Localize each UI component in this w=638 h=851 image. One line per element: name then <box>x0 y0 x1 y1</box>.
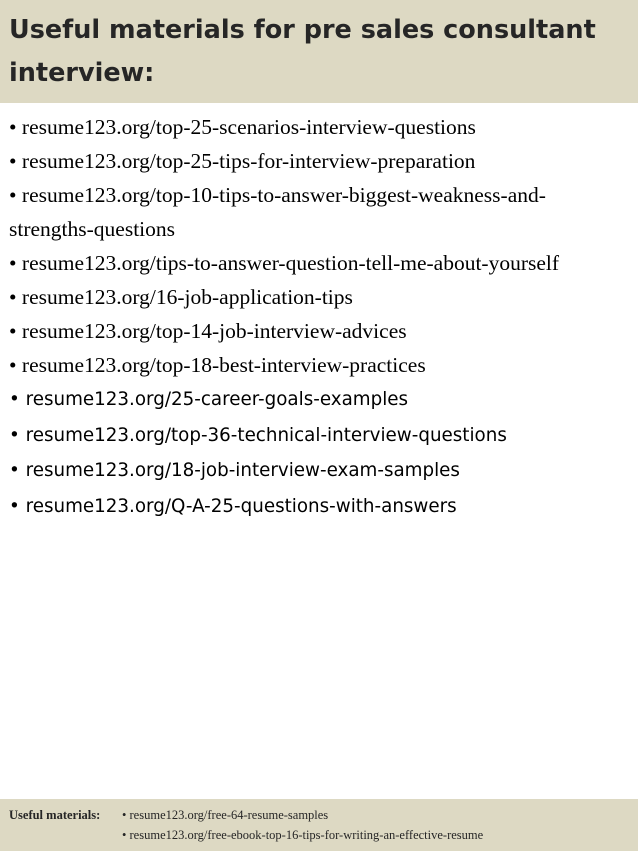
bullet-glyph: • <box>9 183 17 207</box>
bullet-glyph: • <box>9 115 17 139</box>
resource-link[interactable]: resume123.org/18-job-interview-exam-samples <box>25 460 460 481</box>
resource-link[interactable]: resume123.org/top-25-tips-for-interview-preparation <box>21 149 476 173</box>
page-title: Useful materials for pre sales consultant interview: <box>9 15 596 88</box>
list-item <box>9 489 629 525</box>
link-list <box>9 110 629 524</box>
list-item <box>9 110 629 144</box>
bullet-glyph: • <box>9 285 17 309</box>
bullet-glyph: • <box>9 424 20 446</box>
footer-link-list <box>122 805 483 845</box>
resource-link[interactable]: resume123.org/top-25-scenarios-interview-questions <box>21 115 476 139</box>
footer-link[interactable]: resume123.org/free-ebook-top-16-tips-for-writing-an-effective-resume <box>129 828 484 842</box>
bullet-glyph: • <box>122 808 127 822</box>
bullet-glyph: • <box>9 149 17 173</box>
list-item <box>9 382 629 418</box>
footer-list-item <box>122 805 483 825</box>
bullet-glyph: • <box>9 319 17 343</box>
resource-link[interactable]: resume123.org/tips-to-answer-question-tell-me-about-yourself <box>21 251 560 275</box>
footer-link[interactable]: resume123.org/free-64-resume-samples <box>129 808 329 822</box>
title-banner <box>0 0 638 103</box>
resource-link[interactable]: resume123.org/25-career-goals-examples <box>25 389 409 410</box>
bullet-glyph: • <box>9 389 20 410</box>
list-item <box>9 418 629 454</box>
resource-link[interactable]: resume123.org/top-36-technical-interview-questions <box>25 424 507 446</box>
bullet-glyph: • <box>9 460 20 481</box>
resource-link[interactable]: resume123.org/Q-A-25-questions-with-answers <box>25 495 457 517</box>
footer-label <box>9 805 100 825</box>
resource-link[interactable]: resume123.org/top-14-job-interview-advices <box>21 319 407 343</box>
bullet-glyph: • <box>9 495 20 517</box>
resource-link[interactable]: resume123.org/16-job-application-tips <box>21 285 353 309</box>
footer-list-item <box>122 825 483 845</box>
list-item <box>9 280 629 314</box>
footer-label-text: Useful materials <box>9 808 97 822</box>
list-item <box>9 314 629 348</box>
bullet-glyph: • <box>9 251 17 275</box>
footer-bar <box>0 799 638 851</box>
footer-label-separator: : <box>96 808 101 822</box>
list-item <box>9 453 629 489</box>
resource-link[interactable]: resume123.org/top-10-tips-to-answer-biggest-weakness-and-strengths-questions <box>9 183 546 241</box>
list-item <box>9 348 629 382</box>
resource-link[interactable]: resume123.org/top-18-best-interview-practices <box>21 353 426 377</box>
bullet-glyph: • <box>9 353 17 377</box>
list-item <box>9 246 629 280</box>
list-item <box>9 144 629 178</box>
list-item <box>9 178 629 246</box>
bullet-glyph: • <box>122 828 127 842</box>
